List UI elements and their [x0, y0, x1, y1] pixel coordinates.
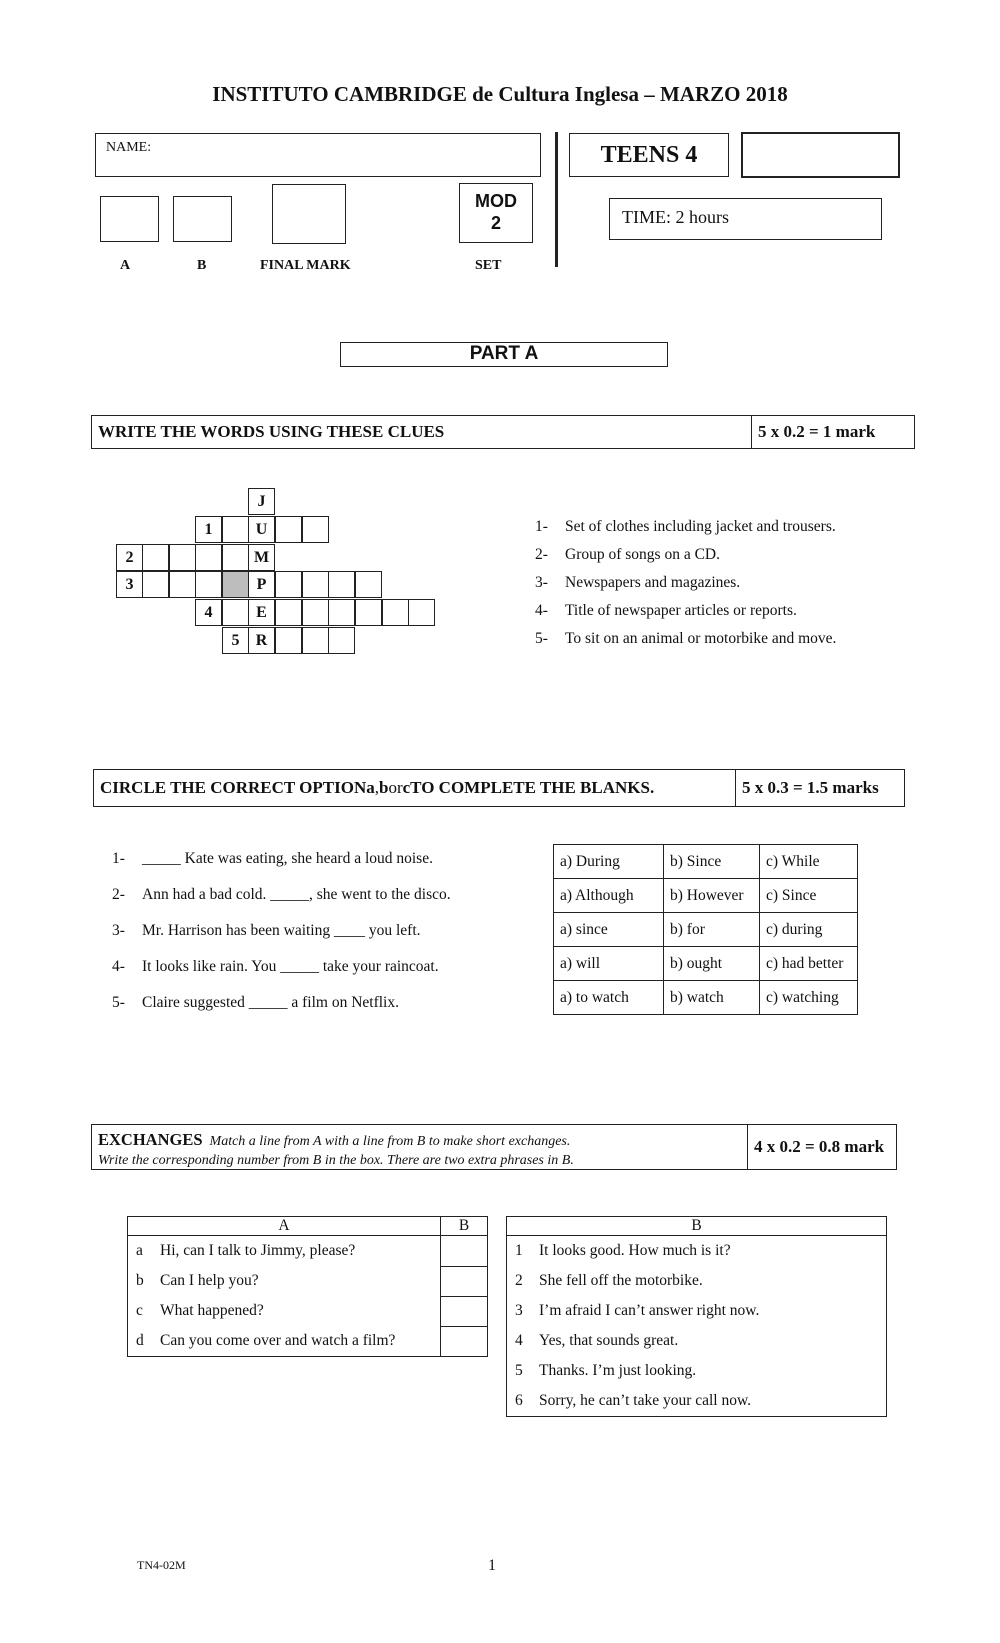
crossword-cell[interactable]: [355, 571, 382, 598]
crossword-cell[interactable]: [382, 599, 409, 626]
crossword-cell[interactable]: [142, 571, 169, 598]
header-divider: [555, 132, 558, 267]
crossword-cell[interactable]: [195, 571, 222, 598]
question-item: 4- It looks like rain. You _____ take your raincoat.: [112, 958, 439, 975]
final-mark-box[interactable]: [272, 184, 346, 244]
crossword-cell[interactable]: [302, 599, 329, 626]
crossword-cell: J: [248, 488, 275, 515]
option-cell[interactable]: c) watching: [760, 981, 858, 1015]
crossword-clue-number: 3: [116, 571, 143, 598]
form-code: TN4-02M: [137, 1558, 186, 1572]
option-cell[interactable]: a) since: [554, 913, 664, 947]
option-cell[interactable]: b) watch: [664, 981, 760, 1015]
options-row: [554, 879, 858, 913]
mark-box-b[interactable]: [173, 196, 232, 242]
crossword-cell[interactable]: [328, 599, 355, 626]
section1-header: [91, 415, 915, 449]
option-cell[interactable]: b) Since: [664, 845, 760, 879]
answer-box[interactable]: [441, 1236, 488, 1267]
section2-marks: 5 x 0.3 = 1.5 marks: [742, 778, 879, 797]
clue-item: 4- Title of newspaper articles or reports.: [535, 602, 797, 619]
answer-box[interactable]: [441, 1326, 488, 1357]
part-heading: PART A: [340, 342, 668, 367]
crossword-cell[interactable]: [275, 571, 302, 598]
crossword-shaded-cell: [222, 571, 249, 598]
crossword-clue-number: 5: [222, 627, 249, 654]
crossword-cell[interactable]: [142, 544, 169, 571]
label-set: SET: [475, 258, 502, 273]
crossword-cell: P: [248, 571, 275, 598]
level-box: TEENS 4: [569, 133, 729, 177]
page-number: 1: [488, 1557, 496, 1574]
crossword-clue-number: 1: [195, 516, 222, 543]
crossword-cell[interactable]: [302, 571, 329, 598]
answer-box[interactable]: [441, 1266, 488, 1296]
crossword-cell: M: [248, 544, 275, 571]
question-item: 2- Ann had a bad cold. _____, she went to the disco.: [112, 886, 451, 903]
mod-box: [459, 183, 533, 243]
crossword-cell: R: [248, 627, 275, 654]
clue-item: 2- Group of songs on a CD.: [535, 546, 720, 563]
exchange-option: 1 It looks good. How much is it?: [515, 1242, 731, 1259]
mod-label: MOD: [475, 191, 517, 211]
question-item: 5- Claire suggested _____ a film on Netflix.: [112, 994, 399, 1011]
crossword-cell[interactable]: [222, 599, 249, 626]
crossword-cell[interactable]: [275, 516, 302, 543]
mark-box-a[interactable]: [100, 196, 159, 242]
label-b: B: [197, 258, 207, 273]
option-cell[interactable]: a) to watch: [554, 981, 664, 1015]
column-header-b: B: [441, 1217, 488, 1236]
crossword-clue-number: 4: [195, 599, 222, 626]
option-cell[interactable]: c) While: [760, 845, 858, 879]
exam-title: INSTITUTO CAMBRIDGE de Cultura Inglesa – MARZO 2018: [212, 82, 788, 106]
exchange-row: b Can I help you?: [128, 1266, 488, 1296]
mod-number: 2: [490, 213, 501, 233]
time-box: TIME: 2 hours: [609, 198, 882, 240]
crossword-clue-number: 2: [116, 544, 143, 571]
option-cell[interactable]: b) ought: [664, 947, 760, 981]
question-item: 3- Mr. Harrison has been waiting ____ you left.: [112, 922, 421, 939]
clue-item: 5- To sit on an animal or motorbike and move.: [535, 630, 837, 647]
crossword-cell[interactable]: [328, 571, 355, 598]
exchange-table-b: [506, 1216, 887, 1417]
exchange-row: d Can you come over and watch a film?: [128, 1326, 488, 1357]
crossword-cell[interactable]: [195, 544, 222, 571]
section3-heading: EXCHANGES Match a line from A with a line from B to make short exchanges. Write the corresponding number from B in the box. There are two extra phrases in B.: [92, 1125, 748, 1169]
question-item: 1- _____ Kate was eating, she heard a loud noise.: [112, 850, 433, 867]
crossword-cell[interactable]: [222, 544, 249, 571]
clue-item: 1- Set of clothes including jacket and trousers.: [535, 518, 836, 535]
section2-heading: CIRCLE THE CORRECT OPTION a , b or c TO COMPLETE THE BLANKS.: [94, 770, 736, 806]
section2-header: [93, 769, 905, 807]
clue-item: 3- Newspapers and magazines.: [535, 574, 741, 591]
crossword-cell[interactable]: [408, 599, 435, 626]
option-cell[interactable]: b) for: [664, 913, 760, 947]
options-row: [554, 947, 858, 981]
label-a: A: [120, 258, 131, 273]
crossword-cell: U: [248, 516, 275, 543]
option-cell[interactable]: a) During: [554, 845, 664, 879]
crossword-cell[interactable]: [169, 571, 196, 598]
section3-header: [91, 1124, 897, 1170]
crossword-cell[interactable]: [355, 599, 382, 626]
exchange-row: a Hi, can I talk to Jimmy, please?: [128, 1236, 488, 1267]
option-cell[interactable]: c) during: [760, 913, 858, 947]
answer-box[interactable]: [441, 1296, 488, 1326]
exchange-option: 5 Thanks. I’m just looking.: [515, 1362, 697, 1379]
options-row: [554, 845, 858, 879]
exchange-option: 2 She fell off the motorbike.: [515, 1272, 703, 1289]
crossword-cell[interactable]: [302, 627, 329, 654]
crossword-cell[interactable]: [169, 544, 196, 571]
column-header-b-list: B: [507, 1217, 887, 1236]
options-row: [554, 913, 858, 947]
crossword-cell[interactable]: [302, 516, 329, 543]
options-row: [554, 981, 858, 1015]
exchange-option: 6 Sorry, he can’t take your call now.: [515, 1392, 752, 1409]
option-cell[interactable]: a) will: [554, 947, 664, 981]
section1-heading: WRITE THE WORDS USING THESE CLUES: [92, 416, 752, 448]
crossword-cell[interactable]: [275, 627, 302, 654]
exchange-option: 4 Yes, that sounds great.: [515, 1332, 679, 1349]
crossword-cell[interactable]: [328, 627, 355, 654]
option-cell[interactable]: b) However: [664, 879, 760, 913]
option-cell[interactable]: c) Since: [760, 879, 858, 913]
level-extra-box[interactable]: [741, 132, 900, 178]
option-cell[interactable]: a) Although: [554, 879, 664, 913]
options-table: [553, 844, 858, 1015]
section1-marks: 5 x 0.2 = 1 mark: [758, 422, 876, 441]
name-field[interactable]: [95, 133, 541, 177]
label-final-mark: FINAL MARK: [260, 258, 351, 273]
name-label: NAME:: [106, 140, 152, 155]
option-cell[interactable]: c) had better: [760, 947, 858, 981]
section3-marks: 4 x 0.2 = 0.8 mark: [754, 1137, 885, 1156]
crossword-cell[interactable]: [222, 516, 249, 543]
exchange-row: c What happened?: [128, 1296, 488, 1326]
exchange-table-a: [127, 1216, 488, 1357]
column-header-a: A: [128, 1217, 441, 1236]
crossword-cell: E: [248, 599, 275, 626]
crossword-cell[interactable]: [275, 599, 302, 626]
exchange-option: 3 I’m afraid I can’t answer right now.: [515, 1302, 760, 1319]
